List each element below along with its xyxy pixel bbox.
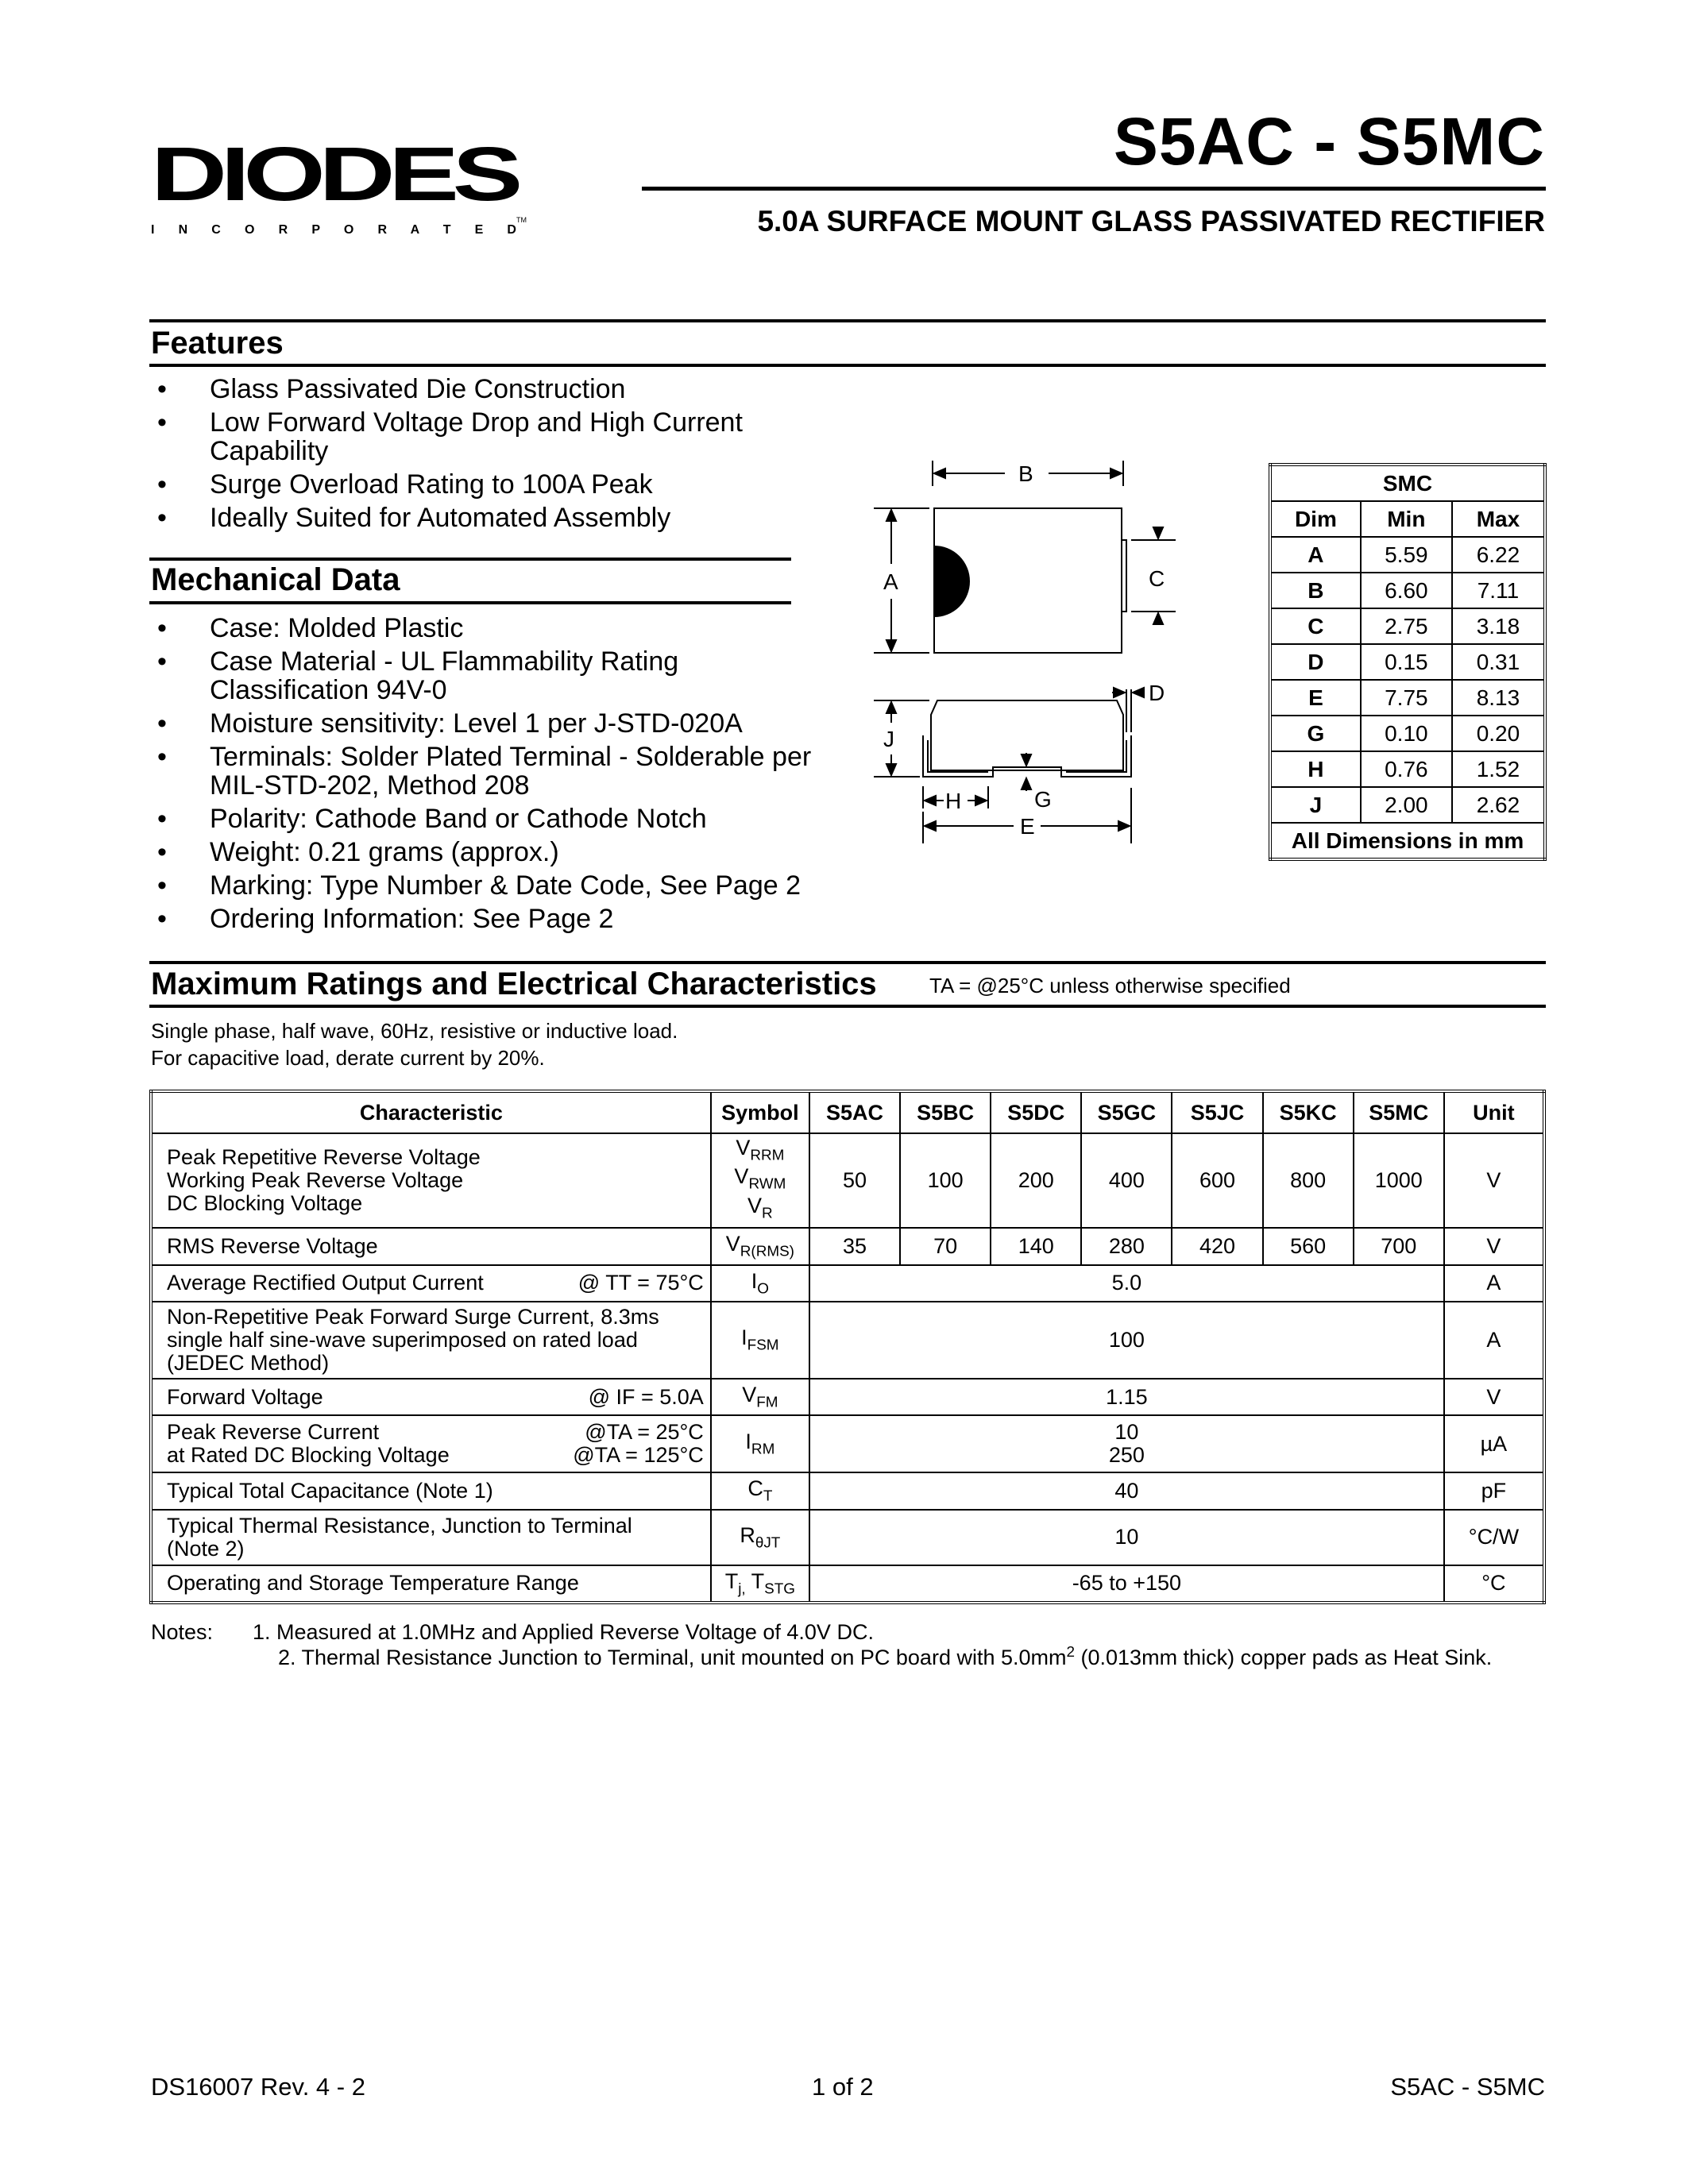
table-row — [1270, 680, 1545, 716]
min-cell: 6.60 — [1361, 573, 1452, 608]
unit-cell: µA — [1444, 1415, 1544, 1472]
min-cell: 2.75 — [1361, 608, 1452, 644]
value-cell: 400 — [1081, 1133, 1172, 1228]
table-row — [1270, 573, 1545, 608]
col-header: S5DC — [991, 1091, 1081, 1133]
value-cell: 800 — [1263, 1133, 1354, 1228]
value-cell: 40 — [809, 1472, 1444, 1509]
part-title: S5AC - S5MC — [1113, 104, 1545, 179]
features-list — [157, 375, 832, 537]
value-cell: 70 — [900, 1228, 991, 1264]
col-header: S5AC — [809, 1091, 900, 1133]
table-row — [151, 1265, 1544, 1302]
value-cell: 10 250 — [809, 1415, 1444, 1472]
symbol-cell: $V_{R(RMS)}$ — [711, 1228, 809, 1264]
value-cell: 560 — [1263, 1228, 1354, 1264]
symbol-cell: $C_T$ — [711, 1472, 809, 1509]
table-row — [151, 1302, 1544, 1379]
value-cell: 200 — [991, 1133, 1081, 1228]
symbol-cell: $V_{FM}$ — [711, 1379, 809, 1415]
features-title: Features — [151, 326, 284, 361]
subtitle: 5.0A SURFACE MOUNT GLASS PASSIVATED RECTIFIER — [757, 205, 1545, 237]
table-row — [151, 1133, 1544, 1228]
list-item: • Moisture sensitivity: Level 1 per J-STD-020A — [157, 709, 840, 738]
mechanical-list — [157, 614, 840, 938]
col-header: S5JC — [1172, 1091, 1262, 1133]
smc-header: Min — [1361, 501, 1452, 537]
list-item: • Case: Molded Plastic — [157, 614, 840, 642]
value-cell: 35 — [809, 1228, 900, 1264]
characteristic-cell: Operating and Storage Temperature Range — [151, 1565, 711, 1603]
ratings-note-1: Single phase, half wave, 60Hz, resistive or inductive load. — [151, 1019, 678, 1043]
table-row — [1270, 716, 1545, 751]
note-2: 2. Thermal Resistance Junction to Terminal, unit mounted on PC board with $5.0mm^2$ (0.013mm thick) copper pads as Heat Sink. — [278, 1644, 1493, 1669]
value-cell: 100 — [900, 1133, 991, 1228]
characteristic-cell: Average Rectified Output Current @ TT = 75°C — [151, 1265, 711, 1302]
symbol-cell: $R_{\theta JT}$ — [711, 1510, 809, 1565]
max-cell: 7.11 — [1452, 573, 1545, 608]
notes-label: Notes: — [151, 1620, 214, 1644]
dim-cell: D — [1270, 644, 1361, 680]
value-cell: -65 to +150 — [809, 1565, 1444, 1603]
characteristic-cell: Typical Total Capacitance (Note 1) — [151, 1472, 711, 1509]
symbol-cell: $I_{RM}$ — [711, 1415, 809, 1472]
table-row — [1270, 608, 1545, 644]
mech-bottom-rule — [149, 601, 791, 604]
ratings-table — [149, 1090, 1546, 1604]
dim-cell: A — [1270, 537, 1361, 573]
smc-title: SMC — [1270, 465, 1545, 501]
note-1: 1. Measured at 1.0MHz and Applied Reverse Voltage of 4.0V DC. — [253, 1620, 874, 1644]
col-header: Unit — [1444, 1091, 1544, 1133]
table-header-row — [151, 1091, 1544, 1133]
value-cell: 140 — [991, 1228, 1081, 1264]
dim-cell: E — [1270, 680, 1361, 716]
ratings-bottom-rule — [149, 1005, 1546, 1008]
value-cell: 5.0 — [809, 1265, 1444, 1302]
min-cell: 0.10 — [1361, 716, 1452, 751]
char-line: Peak Repetitive Reverse Voltage — [167, 1145, 481, 1170]
list-item: • Ideally Suited for Automated Assembly — [157, 504, 832, 532]
smc-header: Dim — [1270, 501, 1361, 537]
value-cell: 280 — [1081, 1228, 1172, 1264]
dim-label-e: E — [1020, 814, 1035, 839]
dim-cell: C — [1270, 608, 1361, 644]
symbol-cell: $V_{RRM}$ $V_{RWM}$ $V_R$ — [711, 1133, 809, 1228]
col-header: Symbol — [711, 1091, 809, 1133]
characteristic-cell — [151, 1133, 711, 1228]
col-header: S5MC — [1354, 1091, 1444, 1133]
max-cell: 6.22 — [1452, 537, 1545, 573]
features-top-rule — [149, 319, 1546, 322]
table-row — [1270, 751, 1545, 787]
logo-text: DIODES — [151, 143, 520, 217]
list-item: • Case Material - UL Flammability Rating Classification 94V-0 — [157, 647, 750, 704]
list-item: • Polarity: Cathode Band or Cathode Notch — [157, 805, 840, 833]
symbol-cell: $I_O$ — [711, 1265, 809, 1302]
list-item: • Glass Passivated Die Construction — [157, 375, 832, 403]
table-row — [1270, 787, 1545, 823]
value-cell: 420 — [1172, 1228, 1262, 1264]
characteristic-cell: Forward Voltage @ IF = 5.0A — [151, 1379, 711, 1415]
smc-dimension-table — [1269, 463, 1547, 861]
list-item: • Weight: 0.21 grams (approx.) — [157, 838, 840, 866]
characteristic-cell: Non-Repetitive Peak Forward Surge Current, 8.3ms single half sine-wave superimposed on rated load (JEDEC Method) — [151, 1302, 711, 1379]
list-item: • Marking: Type Number & Date Code, See Page 2 — [157, 871, 840, 900]
list-item: • Ordering Information: See Page 2 — [157, 905, 840, 933]
table-row — [151, 1565, 1544, 1603]
col-header: Characteristic — [151, 1091, 711, 1133]
list-item: • Surge Overload Rating to 100A Peak — [157, 470, 832, 499]
min-cell: 0.15 — [1361, 644, 1452, 680]
table-row — [151, 1510, 1544, 1565]
max-cell: 2.62 — [1452, 787, 1545, 823]
ratings-top-rule — [149, 961, 1546, 964]
dim-label-c: C — [1149, 566, 1165, 591]
value-cell: 1.15 — [809, 1379, 1444, 1415]
mech-top-rule — [149, 558, 791, 561]
value-cell: 600 — [1172, 1133, 1262, 1228]
smc-footer: All Dimensions in mm — [1270, 823, 1545, 859]
dim-label-d: D — [1149, 681, 1165, 705]
table-row — [1270, 644, 1545, 680]
characteristic-cell: Peak Reverse Current @TA = 25°C at Rated DC Blocking Voltage @TA = 125°C — [151, 1415, 711, 1472]
col-header: S5BC — [900, 1091, 991, 1133]
footer-page-number: 1 of 2 — [812, 2073, 874, 2101]
value-cell: 10 — [809, 1510, 1444, 1565]
ratings-title: Maximum Ratings and Electrical Characteristics — [151, 967, 877, 1001]
unit-cell: pF — [1444, 1472, 1544, 1509]
unit-cell: °C — [1444, 1565, 1544, 1603]
unit-cell: A — [1444, 1265, 1544, 1302]
min-cell: 5.59 — [1361, 537, 1452, 573]
unit-cell: V — [1444, 1379, 1544, 1415]
logo-tm: TM — [516, 216, 527, 224]
dim-label-g: G — [1034, 787, 1052, 812]
unit-cell: V — [1444, 1228, 1544, 1264]
min-cell: 2.00 — [1361, 787, 1452, 823]
dim-label-b: B — [1018, 461, 1033, 486]
max-cell: 8.13 — [1452, 680, 1545, 716]
dim-cell: G — [1270, 716, 1361, 751]
value-cell: 1000 — [1354, 1133, 1444, 1228]
header-rule — [642, 187, 1546, 191]
diodes-logo — [149, 143, 531, 246]
char-line: DC Blocking Voltage — [167, 1191, 363, 1216]
unit-cell: A — [1444, 1302, 1544, 1379]
dim-label-h: H — [945, 789, 962, 813]
smc-header: Max — [1452, 501, 1545, 537]
max-cell: 0.20 — [1452, 716, 1545, 751]
logo-subtext: I N C O R P O R A T E D — [151, 223, 516, 237]
list-item: • Low Forward Voltage Drop and High Current Capability — [157, 408, 766, 465]
col-header: S5GC — [1081, 1091, 1172, 1133]
features-bottom-rule — [149, 364, 1546, 367]
char-line: Working Peak Reverse Voltage — [167, 1168, 464, 1193]
ratings-condition: TA = @25°C unless otherwise specified — [929, 974, 1291, 997]
min-cell: 0.76 — [1361, 751, 1452, 787]
value-cell: 100 — [809, 1302, 1444, 1379]
table-row — [151, 1379, 1544, 1415]
col-header: S5KC — [1263, 1091, 1354, 1133]
max-cell: 1.52 — [1452, 751, 1545, 787]
dim-label-a: A — [883, 569, 898, 594]
characteristic-cell: RMS Reverse Voltage — [151, 1228, 711, 1264]
dim-cell: H — [1270, 751, 1361, 787]
table-row — [1270, 537, 1545, 573]
max-cell: 0.31 — [1452, 644, 1545, 680]
max-cell: 3.18 — [1452, 608, 1545, 644]
value-cell: 700 — [1354, 1228, 1444, 1264]
value-cell: 50 — [809, 1133, 900, 1228]
mechanical-title: Mechanical Data — [151, 562, 400, 597]
symbol-cell: $I_{FSM}$ — [711, 1302, 809, 1379]
dim-cell: J — [1270, 787, 1361, 823]
package-outline-diagram — [858, 453, 1207, 858]
footer-doc-id: DS16007 Rev. 4 - 2 — [151, 2073, 365, 2101]
dim-label-j: J — [883, 727, 894, 751]
list-item: • Terminals: Solder Plated Terminal - Solderable per MIL-STD-202, Method 208 — [157, 743, 813, 800]
dim-cell: B — [1270, 573, 1361, 608]
footer-part-name: S5AC - S5MC — [1390, 2073, 1545, 2101]
unit-cell: V — [1444, 1133, 1544, 1228]
unit-cell: °C/W — [1444, 1510, 1544, 1565]
characteristic-cell: Typical Thermal Resistance, Junction to Terminal (Note 2) — [151, 1510, 711, 1565]
min-cell: 7.75 — [1361, 680, 1452, 716]
symbol-cell: $T_{j,}$ $T_{STG}$ — [711, 1565, 809, 1603]
table-row — [151, 1472, 1544, 1509]
table-row — [151, 1415, 1544, 1472]
ratings-note-2: For capacitive load, derate current by 20%. — [151, 1046, 545, 1070]
table-row — [151, 1228, 1544, 1264]
